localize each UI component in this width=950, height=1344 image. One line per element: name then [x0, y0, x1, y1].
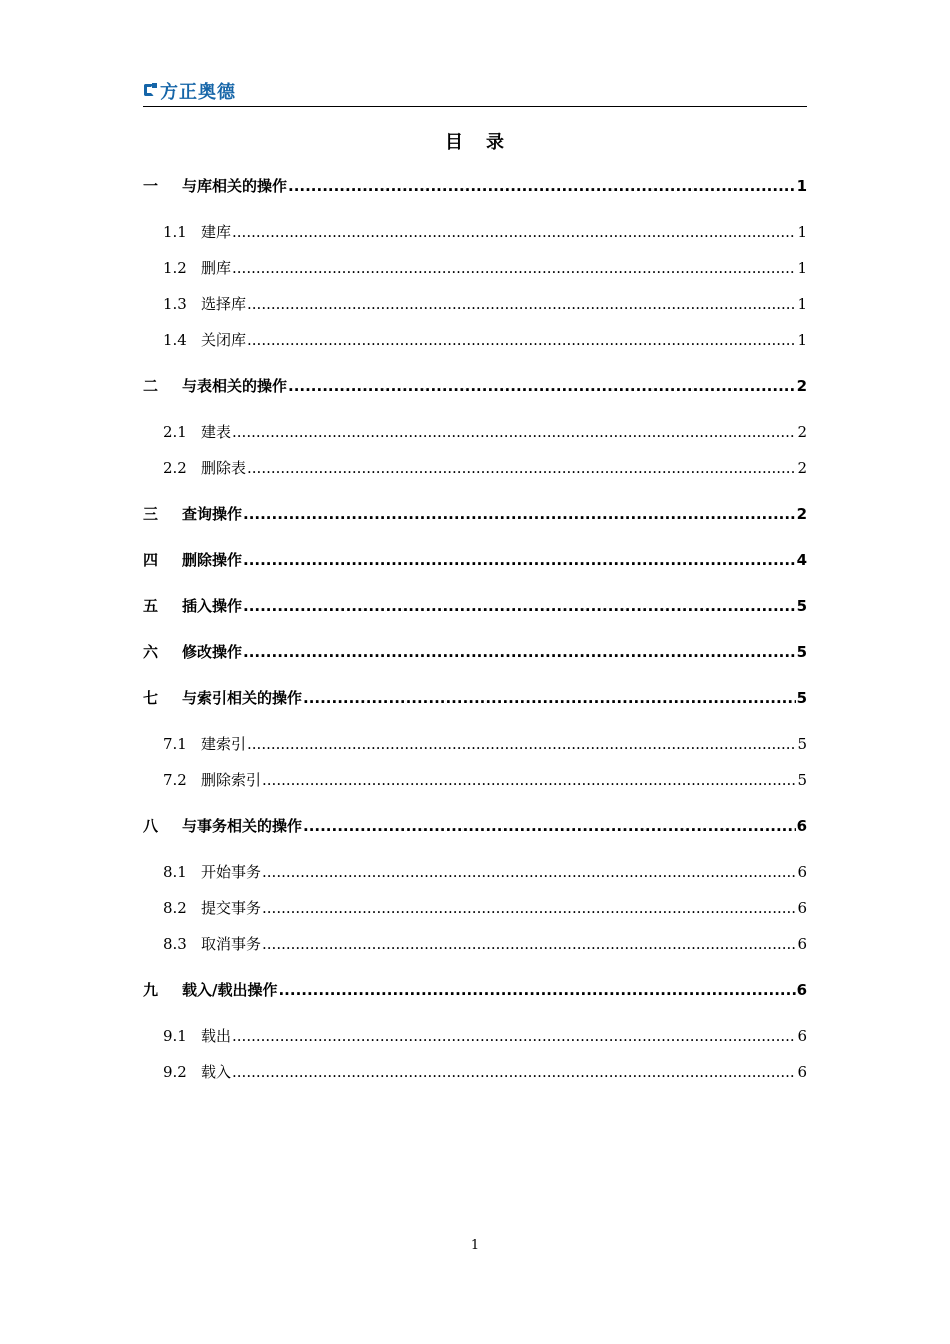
toc-entry-title: 开始事务 [201, 863, 262, 881]
toc-entry-title: 提交事务 [201, 899, 262, 917]
page-number: 1 [470, 1238, 480, 1253]
toc-entry-number: 9.1 [163, 1027, 187, 1045]
toc-entry-page: 1 [797, 223, 807, 241]
toc-entry-number: 8.1 [163, 863, 187, 881]
toc-entry-number: 2.1 [163, 423, 187, 441]
toc-dot-leader [243, 548, 796, 572]
toc-entry-title: 删除索引 [201, 771, 262, 789]
toc-entry-page: 5 [796, 597, 807, 615]
toc-entry-page: 6 [797, 1063, 807, 1081]
toc-dot-leader [232, 1060, 796, 1084]
toc-entry-page: 4 [796, 551, 807, 569]
toc-entry-title: 查询操作 [182, 505, 243, 523]
toc-entry-title: 删除操作 [182, 551, 243, 569]
logo-mark-icon [143, 83, 157, 99]
toc-entry[interactable] [143, 640, 807, 664]
toc-entry-page: 1 [796, 177, 807, 195]
toc-entry-title: 插入操作 [182, 597, 243, 615]
toc-entry[interactable] [143, 328, 807, 352]
toc-dot-leader [243, 594, 796, 618]
toc-entry-number: 七 [143, 689, 159, 707]
toc-dot-leader [288, 174, 796, 198]
toc-dot-leader [247, 328, 796, 352]
toc-entry-number: 六 [143, 643, 159, 661]
toc-entry-title: 修改操作 [182, 643, 243, 661]
toc-entry-title: 与索引相关的操作 [182, 689, 303, 707]
toc-dot-leader [278, 978, 795, 1002]
toc-entry-title: 关闭库 [201, 331, 247, 349]
toc-entry-title: 载入 [201, 1063, 232, 1081]
toc-entry-title: 选择库 [201, 295, 247, 313]
toc-entry[interactable] [143, 732, 807, 756]
toc-dot-leader [247, 732, 796, 756]
toc-dot-leader [303, 814, 796, 838]
toc-entry[interactable] [143, 768, 807, 792]
toc-entry[interactable] [143, 220, 807, 244]
toc-dot-leader [247, 292, 796, 316]
toc-entry-number: 八 [143, 817, 159, 835]
page-header [143, 78, 807, 107]
toc-entry-number: 四 [143, 551, 159, 569]
toc-entry-number: 九 [143, 981, 159, 999]
toc-entry[interactable] [143, 594, 807, 618]
toc-entry-page: 5 [796, 689, 807, 707]
toc-entry-number: 7.2 [163, 771, 187, 789]
toc-entry[interactable] [143, 1024, 807, 1048]
toc-entry-title: 与库相关的操作 [182, 177, 288, 195]
toc-dot-leader [303, 686, 796, 710]
toc-entry-number: 1.3 [163, 295, 187, 313]
toc-dot-leader [262, 932, 796, 956]
toc-dot-leader [262, 860, 796, 884]
toc-dot-leader [262, 768, 796, 792]
toc-dot-leader [232, 420, 796, 444]
toc-entry-number: 8.3 [163, 935, 187, 953]
toc-entry-title: 建库 [201, 223, 232, 241]
toc-entry-page: 6 [796, 817, 807, 835]
toc-entry-page: 1 [797, 295, 807, 313]
toc-entry-page: 1 [797, 259, 807, 277]
toc-entry-number: 1.4 [163, 331, 187, 349]
toc-entry[interactable] [143, 1060, 807, 1084]
logo-text: 方正奥德 [160, 82, 236, 103]
toc-entry[interactable] [143, 256, 807, 280]
toc-dot-leader [232, 1024, 796, 1048]
toc-entry-number: 9.2 [163, 1063, 187, 1081]
toc-entry[interactable] [143, 420, 807, 444]
toc-entry-title: 建表 [201, 423, 232, 441]
toc-entry[interactable] [143, 686, 807, 710]
toc-entry[interactable] [143, 932, 807, 956]
toc-dot-leader [243, 502, 796, 526]
toc-entry-title: 取消事务 [201, 935, 262, 953]
toc-entry-number: 二 [143, 377, 159, 395]
toc-entry-title: 载入/载出操作 [182, 981, 278, 999]
toc-entry-number: 三 [143, 505, 159, 523]
toc-title [0, 128, 950, 154]
toc-title-part2: 录 [486, 132, 505, 153]
toc-entry-title: 删库 [201, 259, 232, 277]
toc-entry-page: 5 [797, 771, 807, 789]
toc-entry[interactable] [143, 860, 807, 884]
toc-entry-title: 与表相关的操作 [182, 377, 288, 395]
toc-entry-page: 5 [797, 735, 807, 753]
toc-dot-leader [232, 220, 796, 244]
toc-entry-page: 6 [797, 1027, 807, 1045]
toc-entry[interactable] [143, 502, 807, 526]
toc-entry[interactable] [143, 374, 807, 398]
toc-entry-page: 1 [797, 331, 807, 349]
toc-entry-page: 2 [797, 459, 807, 477]
toc-entry-number: 7.1 [163, 735, 187, 753]
toc-entry[interactable] [143, 978, 807, 1002]
toc-entry-page: 2 [796, 377, 807, 395]
toc-entry-number: 1.2 [163, 259, 187, 277]
toc-entry-title: 载出 [201, 1027, 232, 1045]
toc-entry-page: 2 [797, 423, 807, 441]
toc-entry-number: 一 [143, 177, 159, 195]
toc-entry-title: 删除表 [201, 459, 247, 477]
toc-entry-title: 建索引 [201, 735, 247, 753]
toc-dot-leader [288, 374, 796, 398]
toc-entry[interactable] [143, 174, 807, 198]
toc-entry[interactable] [143, 292, 807, 316]
toc-entry-page: 2 [796, 505, 807, 523]
toc-entry[interactable] [143, 548, 807, 572]
toc-entry-title: 与事务相关的操作 [182, 817, 303, 835]
toc-entry[interactable] [143, 814, 807, 838]
toc-entry[interactable] [143, 896, 807, 920]
company-logo [143, 80, 236, 102]
toc-entry-page: 6 [797, 899, 807, 917]
toc-entry-page: 6 [796, 981, 807, 999]
toc-dot-leader [262, 896, 796, 920]
toc-entry-number: 五 [143, 597, 159, 615]
toc-dot-leader [243, 640, 796, 664]
toc-dot-leader [232, 256, 796, 280]
toc-entry-number: 2.2 [163, 459, 187, 477]
toc-dot-leader [247, 456, 796, 480]
toc-entry-page: 6 [797, 935, 807, 953]
toc-entry-number: 1.1 [163, 223, 187, 241]
toc-entry[interactable] [143, 456, 807, 480]
toc-entry-number: 8.2 [163, 899, 187, 917]
toc-entry-page: 5 [796, 643, 807, 661]
toc-entry-page: 6 [797, 863, 807, 881]
toc-title-part1: 目 [445, 132, 464, 153]
